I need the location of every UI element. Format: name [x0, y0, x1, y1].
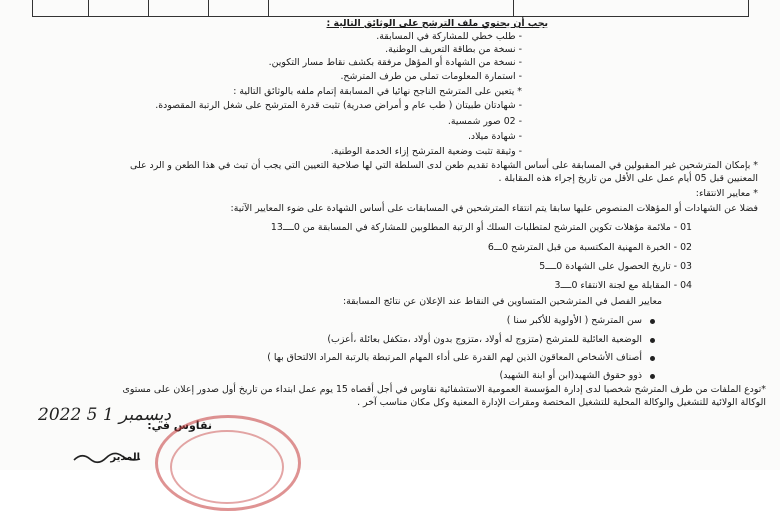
doc-line: - شهادتان طبيتان ( طب عام و أمراض صدرية) تثبت قدرة المترشح على شغل الرتبة المقصودة. [155, 100, 522, 111]
doc-line: * يتعين على المترشح الناجح نهائيا في المسابقة إتمام ملفه بالوثائق التالية : [233, 86, 522, 97]
tiebreak-item: أصناف الأشخاص المعاقون الذين لهم القدرة على أداء المهام المرتبطة بالرتبة المراد الالتحاق بها ) [267, 352, 642, 363]
table-column-divider [88, 0, 89, 16]
place-label: نقاوس في: [147, 419, 212, 432]
tiebreak-heading: معايير الفصل في المترشحين المتساوين في النقاط عند الإعلان عن نتائج المسابقة: [342, 296, 662, 307]
bullet-icon [650, 374, 655, 379]
doc-line: * بإمكان المترشحين غير المقبولين في المسابقة على أساس الشهادة تقديم طعن لدى السلطة التي لها صلاحية التعيين التي يجب أن تبث في هذا الطعن و الرد على [130, 160, 758, 171]
date-stamp: 2022 ديسمبر 1 5 [38, 405, 171, 425]
doc-line: - طلب خطي للمشاركة في المسابقة. [376, 31, 522, 42]
tiebreak-item: سن المترشح ( الأولوية للأكبر سنا ) [506, 315, 642, 326]
tiebreak-item: الوضعية العائلية للمترشح (متزوج له أولاد ،متزوج بدون أولاد ،متكفل بعائلة ،أعزب) [327, 334, 642, 345]
tiebreak-item: ذوو حقوق الشهيد(ابن أو ابنة الشهيد) [499, 370, 642, 381]
deposit-note: *تودع الملفات من طرف المترشح شخصيا لدى إدارة المؤسسة العمومية الاستشفائية نقاوس في أجل أقصاه 15 يوم عمل ابتداء من تاريخ أول صدور إعلان على مستوى [122, 384, 766, 395]
deposit-note: الوكالة الولائية للتشغيل والوكالة المحلية للتشغيل المختصة ومقرات الإدارة المعنية وكل مكان مناسب آخر . [357, 397, 766, 408]
criterion-item: 04 - المقابلة مع لجنة الانتقاء 0ــــ3 [554, 280, 692, 291]
doc-line: فضلا عن الشهادات أو المؤهلات المنصوص عليها سابقا يتم انتقاء المترشحين في المسابقات على أساس الشهادة على ضوء المعايير الآتية: [230, 203, 758, 214]
doc-line: * معايير الانتقاء: [695, 188, 758, 199]
table-column-divider [148, 0, 149, 16]
doc-line: المعنيين قبل 05 أيام عمل على الأقل من تاريخ إجراء هذه المقابلة . [498, 173, 758, 184]
table-column-divider [513, 0, 514, 16]
criterion-item: 03 - تاريخ الحصول على الشهادة 0ــــ5 [539, 261, 692, 272]
header-table [32, 0, 749, 17]
official-seal-inner [170, 430, 284, 504]
bullet-icon [650, 356, 655, 361]
doc-line: - وثيقة تثبت وضعية المترشح إزاء الخدمة الوطنية. [330, 146, 522, 157]
criterion-item: 01 - ملائمة مؤهلات تكوين المترشح لمتطلبات السلك أو الرتبة المطلوبين للمشاركة في المسابقة من 0ــــ13 [270, 222, 692, 233]
signature-title: المدير [110, 452, 140, 463]
table-column-divider [268, 0, 269, 16]
bullet-icon [650, 319, 655, 324]
doc-line: - استمارة المعلومات تملى من طرف المترشح. [340, 71, 522, 82]
doc-line: - نسخة من الشهادة أو المؤهل مرفقة بكشف نقاط مسار التكوين. [268, 57, 522, 68]
criterion-item: 02 - الخبرة المهنية المكتسبة من قبل المترشح 0ـــ6 [487, 242, 692, 253]
doc-line: - 02 صور شمسية. [447, 116, 522, 127]
doc-line: - شهادة ميلاد. [467, 131, 522, 142]
doc-line: - نسخة من بطاقة التعريف الوطنية. [385, 44, 522, 55]
bullet-icon [650, 338, 655, 343]
documents-heading: يجب أن يحتوي ملف الترشح على الوثائق التالية : [326, 18, 548, 29]
table-column-divider [208, 0, 209, 16]
